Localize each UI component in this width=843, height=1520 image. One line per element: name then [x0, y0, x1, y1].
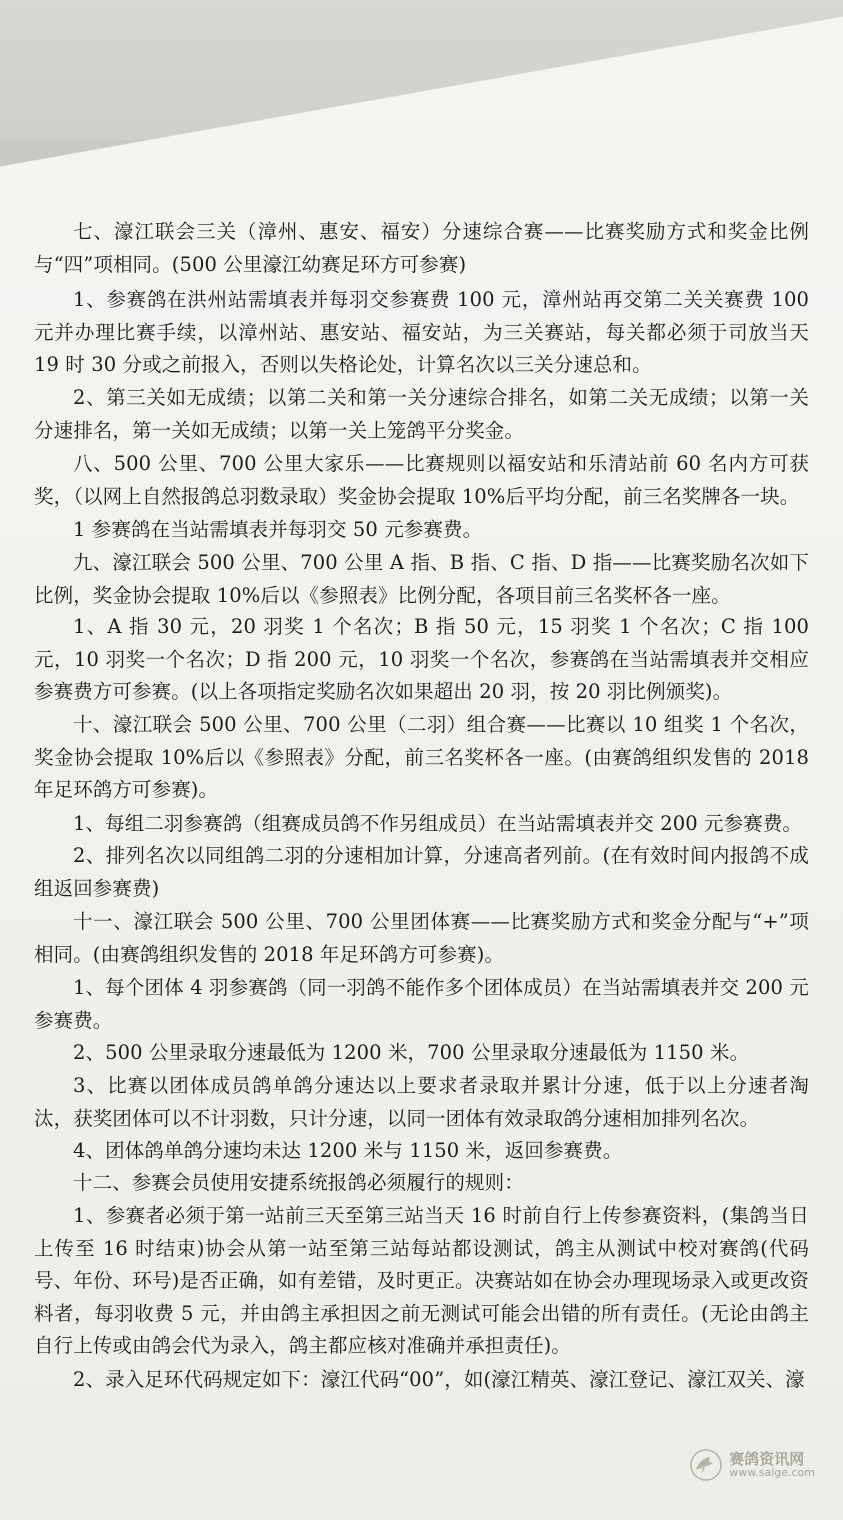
paragraph-twelve: 十二、参赛会员使用安捷系统报鸽必须履行的规则：: [73, 1171, 524, 1194]
paragraph-eleven-item-3: 3、比赛以团体成员鸽单鸽分速达以上要求者录取并累计分速，低于以上分速者淘汰，获奖团体可以不计羽数，只计分速，以同一团体有效录取鸽分速相加排列名次。: [34, 1074, 809, 1130]
paragraph-eight-item-1: 1 参赛鸽在当站需填表并每羽交 50 元参赛费。: [73, 518, 483, 541]
paragraph-seven: 七、濠江联会三关（漳州、惠安、福安）分速综合赛——比赛奖励方式和奖金比例与“四”项相同。(500 公里濠江幼赛足环方可参赛): [34, 220, 809, 276]
paragraph-eight: 八、500 公里、700 公里大家乐——比赛规则以福安站和乐清站前 60 名内方可获奖，（以网上自然报鸽总羽数录取）奖金协会提取 10%后平均分配，前三名奖牌各一块。: [34, 452, 809, 508]
paragraph-nine-item-1: 1、A 指 30 元，20 羽奖 1 个名次；B 指 50 元，15 羽奖 1 个名次；C 指 100 元，10 羽奖一个名次；D 指 200 元，10 羽奖一个名次，参赛鸽在当站需填表并交相应参赛费方可参赛。(以上各项指定奖励名次如果超出 20 羽，按 20 羽比例颁奖)。: [34, 615, 809, 704]
paragraph-seven-item-2: 2、第三关如无成绩；以第二关和第一关分速综合排名，如第二关无成绩；以第一关分速排名，第一关如无成绩；以第一关上笼鸽平分奖金。: [34, 386, 809, 442]
paragraph-eleven-item-1: 1、每个团体 4 羽参赛鸽（同一羽鸽不能作多个团体成员）在当站需填表并交 200 元参赛费。: [34, 976, 809, 1032]
site-watermark: [689, 1448, 815, 1482]
pigeon-logo-icon: [689, 1448, 723, 1482]
paragraph-eleven: 十一、濠江联会 500 公里、700 公里团体赛——比赛奖励方式和奖金分配与“+”项相同。(由赛鸽组织发售的 2018 年足环鸽方可参赛)。: [34, 910, 809, 966]
watermark-title: 赛鸽资讯网: [729, 1449, 805, 1468]
paragraph-eleven-item-4: 4、团体鸽单鸽分速均未达 1200 米与 1150 米，返回参赛费。: [73, 1139, 623, 1162]
paragraph-ten-item-1: 1、每组二羽参赛鸽（组赛成员鸽不作另组成员）在当站需填表并交 200 元参赛费。: [73, 812, 803, 835]
watermark-url: www.saige.com: [729, 1466, 815, 1480]
paragraph-twelve-item-2: 2、录入足环代码规定如下：濠江代码“00”，如(濠江精英、濠江登记、濠江双关、濠: [73, 1368, 805, 1391]
paragraph-ten-item-2: 2、排列名次以同组鸽二羽的分速相加计算，分速高者列前。(在有效时间内报鸽不成组返回参赛费): [34, 844, 809, 900]
paragraph-twelve-item-1: 1、参赛者必须于第一站前三天至第三站当天 16 时前自行上传参赛资料，(集鸽当日上传至 16 时结束)协会从第一站至第三站每站都设测试，鸽主从测试中校对赛鸽(代码号、年份、环号)是否正确，如有差错，及时更正。决赛站如在协会办理现场录入或更改资料者，每羽收费 5 元，并由鸽主承担因之前无测试可能会出错的所有责任。(无论由鸽主自行上传或由鸽会代为录入，鸽主都应核对准确并承担责任)。: [34, 1204, 809, 1358]
paragraph-ten: 十、濠江联会 500 公里、700 公里（二羽）组合赛——比赛以 10 组奖 1 个名次，奖金协会提取 10%后以《参照表》分配，前三名奖杯各一座。(由赛鸽组织发售的 2018 年足环鸽方可参赛)。: [34, 713, 809, 802]
paragraph-nine: 九、濠江联会 500 公里、700 公里 A 指、B 指、C 指、D 指——比赛奖励名次如下比例，奖金协会提取 10%后以《参照表》比例分配，各项目前三名奖杯各一座。: [34, 551, 809, 607]
paragraph-seven-item-1: 1、参赛鸽在洪州站需填表并每羽交参赛费 100 元，漳州站再交第二关关赛费 100 元并办理比赛手续，以漳州站、惠安站、福安站，为三关赛站，每关都必须于司放当天 19 时 30 分或之前报入，否则以失格论处，计算名次以三关分速总和。: [34, 288, 809, 377]
paragraph-eleven-item-2: 2、500 公里录取分速最低为 1200 米，700 公里录取分速最低为 1150 米。: [73, 1041, 750, 1064]
